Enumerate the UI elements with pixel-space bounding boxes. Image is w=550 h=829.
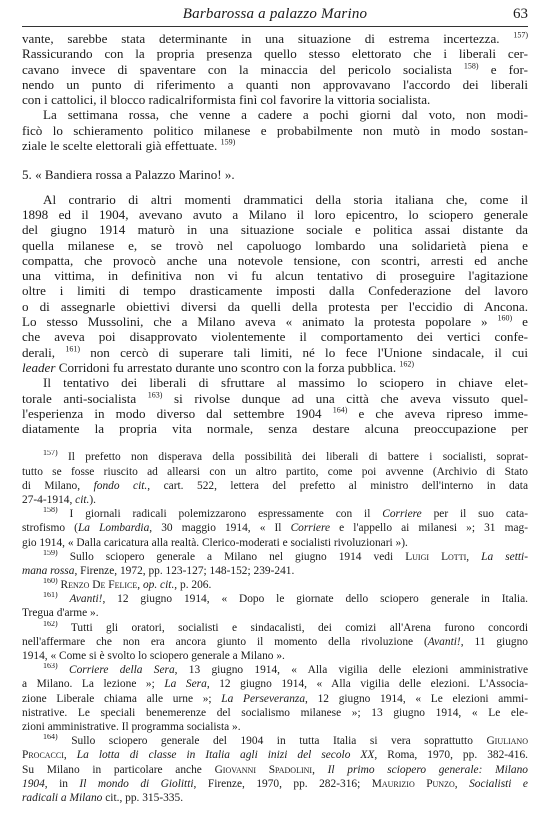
footnote-line: 1904, in Il mondo di Giolitti, Firenze, 1970, pp. 282-316; Maurizio Punzo, Socialisti e [22,777,528,790]
footnote-line: $^{164)}$ Sullo sciopero generale del 1904 in tutta Italia si vera soprattutto Giuliano [43,734,528,748]
footnote-line: $^{162)}$ Tutti gli oratori, socialisti e sindacalisti, dei comizi all'Arena furono concordi [43,620,528,634]
footnote-ref: 162) [399,359,415,369]
text-line: Lo stesso Mussolini, che a Milano aveva « animato la protesta popolare » $^{160)}$ e [22,314,528,330]
footnote-line: radicali a Milano cit., pp. 315-335. [22,791,184,804]
text-line: La settimana rossa, che venne a cadere a pochi giorni dal voto, non modi- [43,107,528,123]
text-line: o di assegnarle obiettivi diversi da quelli della protesta per l'eccidio di Ancona. [22,298,528,314]
page-number: 63 [513,6,528,22]
text-line: con i cattolici, il blocco radicalriformista finì col favorire la vittoria socialista. [22,92,431,108]
footnote-line: $^{163)}$ Corriere della Sera, 13 giugno 1914, « Alla vigilia delle elezioni amministrative [43,663,528,677]
running-title: Barbarossa a palazzo Marino [182,6,368,22]
footnote-line: mana rossa, Firenze, 1972, pp. 123-127; 148-152; 239-241. [22,564,295,577]
footnotes [22,450,528,805]
text-line: oltre i limiti di tempo drasticamente imposti dalla Confederazione del lavoro [22,283,528,299]
text-line: Rassicurando con la propria presenza quello stesso elettorato che i liberali cer- [22,46,528,62]
text-line: ziale le scelte elettorali già effettuate. $^{159)}$ [22,138,236,154]
footnote-ref: 164) [332,405,348,415]
footnote-line: a Milano. La lezione »; La Sera, 12 giugno 1914, « Alla vigilia delle elezioni. L'Associa- [22,678,528,691]
footnote-ref: 163) [147,390,163,400]
text-line: ficò lo schieramento politico milanese e probabilmente non mutò in modo sostan- [22,122,528,138]
footnote-line: tutto se fosse riuscito ad allearsi con un altro partito, come poi avvenne (Archivio di Stato [22,465,528,478]
footnote-line: 1914, « Come si è svolto lo sciopero generale a Milano ». [22,650,285,663]
footnote-ref: 161) [65,344,80,354]
text-line: derali, $^{161)}$ non cercò di superare tali limiti, né lo fece l'Unione sindacale, il cui [22,344,528,360]
footnote-ref: 158) [463,61,479,71]
running-header [22,6,528,28]
footnote-line: zioni amministrative. Il programma socialista ». [22,720,241,733]
text-line: leader Corridoni fu arrestato durante uno scontro con la forza pubblica. $^{162)}$ [22,359,415,375]
text-line: del giugno 1914 maturò in una situazione sociale e politica assai distante da [22,222,528,238]
footnote-ref: 160) [497,314,513,323]
footnote-line: $^{159)}$ Sullo sciopero generale a Milano nel giugno 1914 vedi Luigi Lotti, La setti- [43,549,528,563]
text-line: vante, sarebbe stata determinante in una situazione di estrema incertezza. $^{157)}$ [22,31,528,46]
footnote-line: Su Milano in particolare anche Giovanni Spadolini, Il primo sciopero generale: Milano [22,763,528,776]
footnote-line: nistrative. Le speciali benemerenze del socialismo milanese »; 13 giugno 1914, « Le ele- [22,706,528,719]
text-line: cavano invece di spaventare con la minaccia del pericolo socialista $^{158)}$ e for- [22,61,528,77]
text-line: Al contrario di altri momenti drammatici della storia italiana che, come il [43,191,528,207]
footnote-line: di Milano, fondo cit., cart. 522, lettera del prefetto al ministro dell'interno in data [22,479,528,492]
footnote-line: $^{160)}$ Renzo De Felice, op. cit., p. 206. [43,578,212,592]
text-line: una vittima, in definitiva non vi fu alcun tentativo di proseguire l'agitazione [22,268,528,284]
text-line: quella milanese e, se trovò nel capoluogo lombardo una solidarietà piena e [22,237,528,253]
footnote-line: 27-4-1914, cit.). [22,493,97,506]
footnote-line: $^{161)}$ Avanti!, 12 giugno 1914, « Dopo le giornate dello sciopero generale in Italia. [43,592,528,606]
footnote-line: gio 1914, « Dalla caricatura alla realtà. Clerico-moderati e socialisti rivoluzionari »). [22,536,408,549]
text-line: compatta, che provocò anche una notevole tensione, con scontri, arresti ed anche [22,252,528,268]
footnote-ref: 157) [513,31,528,40]
header-rule [22,26,528,27]
footnote-line: nell'affermare che non era ancora giunto il momento della rivoluzione (Avanti!, 11 giugno [22,635,528,648]
footnote-line: $^{157)}$ Il prefetto non disperava della possibilità dei liberali di battere i socialisti, soprat- [43,450,528,464]
footnote-line: Tregua d'arme ». [22,607,99,620]
text-line: l'esperienza in modo diverso dal settembre 1904 $^{164)}$ e che aveva ripreso imme- [22,405,528,421]
section-heading: 5. « Bandiera rossa a Palazzo Marino! ». [22,167,235,183]
text-line: 1898 ed il 1904, avevano avuto a Milano il loro epicentro, lo sciopero generale [22,206,528,222]
text-line: Il tentativo dei liberali di sfruttare al massimo lo sciopero in chiave elet- [43,375,528,391]
footnote-line: $^{158)}$ I giornali radicali polemizzarono espressamente con il Corriere per il suo cata- [43,507,528,521]
text-line: nendo un punto di riferimento a quanti non approvavano l'accordo dei liberali [22,76,528,92]
text-line: che aveva poi disapprovato violentemente il comportamento dei vertici confe- [22,329,528,345]
footnote-line: strofismo (La Lombardia, 30 maggio 1914, « Il Corriere e l'appello ai milanesi »; 31 mag- [22,522,528,535]
footnote-ref: 159) [220,138,236,147]
footnote-line: zione Liberale chiama alle urne »; La Perseveranza, 12 giugno 1914, « Le elezioni ammi- [22,692,528,705]
page-body [22,31,528,805]
text-line: torale anti-socialista $^{163)}$ si rivolse dunque ad una città che aveva vissuto quel- [22,390,528,406]
footnote-line: Procacci, La lotta di classe in Italia agli inizi del secolo XX, Roma, 1970, pp. 382-416. [22,749,528,762]
text-line: diatamente la propria vita normale, senza destare alcuna preoccupazione per [22,421,528,437]
